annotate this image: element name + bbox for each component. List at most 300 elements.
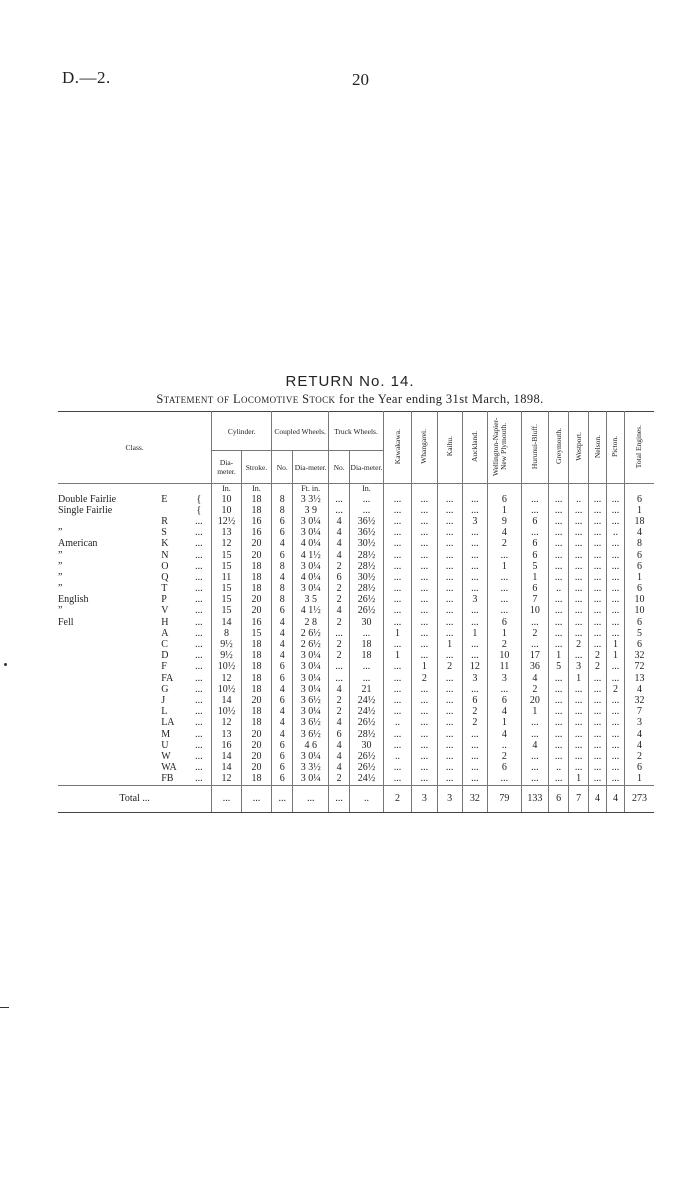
section-count: ...: [437, 707, 462, 718]
section-count: ...: [569, 718, 589, 729]
table-row: [58, 763, 654, 774]
class-letter: W: [161, 750, 171, 762]
class-letter: C: [161, 639, 168, 651]
table-row: [58, 707, 654, 718]
section-count: ...: [462, 539, 487, 550]
class-name: ”: [58, 605, 63, 617]
row-total: 2: [624, 751, 654, 762]
coupled-wheels-no: 8: [272, 595, 293, 606]
leader-dots: ...: [195, 672, 203, 684]
cylinder-stroke: 18: [241, 584, 272, 595]
section-count: 5: [521, 561, 548, 572]
section-count: 4: [521, 740, 548, 751]
coupled-wheels-no: 8: [272, 494, 293, 505]
section-count: ...: [437, 729, 462, 740]
coupled-wheels-diameter: 3 0¼: [293, 584, 329, 595]
section-count: ...: [549, 751, 569, 762]
coupled-wheels-diameter: 2 6½: [293, 628, 329, 639]
section-header: Whangarei.: [419, 429, 429, 464]
section-count: ...: [437, 628, 462, 639]
class-name: [58, 774, 161, 786]
class-letter: L: [161, 706, 168, 718]
coupled-wheels-no: 4: [272, 684, 293, 695]
total-blank: ...: [293, 785, 329, 812]
section-count: 3: [462, 516, 487, 527]
row-total: 10: [624, 595, 654, 606]
section-count: ...: [607, 763, 625, 774]
section-count: ...: [569, 729, 589, 740]
class-name: [58, 707, 161, 718]
section-count: 1: [488, 561, 522, 572]
cylinder-diameter: 14: [212, 751, 241, 762]
table-row: [58, 651, 654, 662]
cylinder-diameter: 10: [212, 494, 241, 505]
section-count: ...: [462, 684, 487, 695]
class-name: [58, 628, 161, 639]
section-header: Kawakawa.: [392, 428, 402, 465]
cylinder-stroke: 18: [241, 662, 272, 673]
section-count: 1: [462, 628, 487, 639]
section-count: 11: [488, 662, 522, 673]
section-header: Nelson.: [592, 434, 602, 459]
section-count: ...: [412, 729, 437, 740]
section-count: ...: [412, 539, 437, 550]
cylinder-stroke: 20: [241, 751, 272, 762]
table-body: [58, 484, 654, 786]
section-count: ...: [569, 505, 589, 516]
truck-wheels-diameter: 26½: [350, 595, 384, 606]
total-blank: ...: [272, 785, 293, 812]
section-count: ...: [549, 550, 569, 561]
cylinder-diameter: 10½: [212, 707, 241, 718]
section-count: 2: [607, 684, 625, 695]
section-count: ...: [607, 718, 625, 729]
table-row: [58, 528, 654, 539]
cylinder-stroke: 20: [241, 550, 272, 561]
section-count: ...: [383, 516, 411, 527]
section-count: ...: [383, 639, 411, 650]
class-name: ”: [58, 527, 63, 539]
section-count: ...: [607, 707, 625, 718]
cylinder-diameter-header: Dia-meter.: [212, 451, 241, 484]
section-count: ...: [607, 561, 625, 572]
table-row: [58, 751, 654, 762]
truck-wheels-no: 2: [329, 639, 350, 650]
section-count: ...: [383, 695, 411, 706]
cylinder-diameter: 10½: [212, 662, 241, 673]
section-count: ...: [549, 528, 569, 539]
row-total: 6: [624, 763, 654, 774]
truck-wheels-no: 2: [329, 595, 350, 606]
class-name: Double Fairlie: [58, 493, 117, 505]
section-count: ...: [569, 606, 589, 617]
section-count: ...: [607, 572, 625, 583]
row-total: 72: [624, 662, 654, 673]
section-count: ...: [462, 617, 487, 628]
truck-wheels-diameter: 26½: [350, 718, 384, 729]
section-count: ...: [412, 740, 437, 751]
truck-wheels-no: 4: [329, 684, 350, 695]
section-count: ...: [569, 751, 589, 762]
truck-wheels-no: 2: [329, 617, 350, 628]
section-count: ...: [569, 628, 589, 639]
section-count: ...: [462, 494, 487, 505]
class-letter: G: [161, 683, 169, 695]
coupled-wheels-diameter: 3 3½: [293, 494, 329, 505]
total-blank: ...: [241, 785, 272, 812]
leader-dots: ...: [195, 627, 203, 639]
coupled-wheels-no: 4: [272, 628, 293, 639]
section-count: ...: [521, 763, 548, 774]
coupled-wheels-diameter: 3 0¼: [293, 516, 329, 527]
section-count: ...: [488, 572, 522, 583]
section-count: ...: [589, 740, 607, 751]
section-total: 3: [412, 785, 437, 812]
return-subtitle: [0, 392, 700, 407]
section-count: ...: [488, 606, 522, 617]
section-count: ...: [383, 774, 411, 786]
table-row: [58, 561, 654, 572]
coupled-wheels-diameter: 4 6: [293, 740, 329, 751]
cylinder-diameter: 12: [212, 539, 241, 550]
leader-dots: ...: [195, 661, 203, 673]
section-count: 1: [607, 651, 625, 662]
cylinder-stroke: 18: [241, 718, 272, 729]
coupled-wheels-header: Coupled Wheels.: [272, 412, 329, 451]
section-count: 1: [488, 505, 522, 516]
coupled-wheels-no: 6: [272, 516, 293, 527]
section-count: 1: [488, 628, 522, 639]
row-total: 13: [624, 673, 654, 684]
section-count: ...: [569, 684, 589, 695]
page-number: 20: [352, 70, 369, 89]
section-count: ...: [383, 584, 411, 595]
cylinder-stroke: 18: [241, 505, 272, 516]
leader-dots: ...: [195, 538, 203, 550]
row-total: 8: [624, 539, 654, 550]
class-name: ”: [58, 583, 63, 595]
truck-wheels-no: 2: [329, 707, 350, 718]
truck-wheels-no: ...: [329, 673, 350, 684]
cylinder-diameter: 8: [212, 628, 241, 639]
section-count: ...: [412, 774, 437, 786]
class-name: Single Fairlie: [58, 504, 113, 516]
coupled-wheels-diameter: 3 0¼: [293, 751, 329, 762]
table-row: [58, 584, 654, 595]
section-count: ...: [589, 516, 607, 527]
section-count: 6: [488, 494, 522, 505]
section-count: 1: [488, 718, 522, 729]
section-count: ...: [549, 561, 569, 572]
coupled-wheels-no: 6: [272, 662, 293, 673]
section-count: ...: [549, 572, 569, 583]
section-count: ...: [462, 606, 487, 617]
coupled-no-header: No.: [272, 451, 293, 484]
section-count: 6: [521, 539, 548, 550]
row-total: 1: [624, 572, 654, 583]
section-count: ...: [589, 763, 607, 774]
section-count: ...: [437, 550, 462, 561]
coupled-wheels-no: 6: [272, 763, 293, 774]
class-name: [58, 516, 161, 527]
row-total: 4: [624, 684, 654, 695]
coupled-wheels-no: 6: [272, 673, 293, 684]
section-header: Wellington-Napier-New Plymouth.: [491, 417, 509, 476]
leader-dots: {: [196, 493, 202, 505]
truck-wheels-no: 2: [329, 695, 350, 706]
section-count: ...: [607, 628, 625, 639]
section-count: ...: [569, 740, 589, 751]
class-letter: P: [161, 594, 167, 606]
truck-wheels-header: Truck Wheels.: [329, 412, 384, 451]
section-count: ...: [412, 572, 437, 583]
section-header: Auckland.: [469, 430, 479, 463]
coupled-wheels-diameter: 3 0¼: [293, 651, 329, 662]
leader-dots: ...: [195, 728, 203, 740]
class-name: [58, 763, 161, 774]
cylinder-stroke: 16: [241, 516, 272, 527]
section-count: ...: [549, 539, 569, 550]
truck-wheels-no: 4: [329, 550, 350, 561]
leader-dots: ...: [195, 594, 203, 606]
coupled-wheels-no: 4: [272, 617, 293, 628]
section-count: ...: [549, 505, 569, 516]
grand-total: 273: [624, 785, 654, 812]
section-count: ...: [569, 617, 589, 628]
section-count: ...: [521, 751, 548, 762]
section-count: ...: [549, 516, 569, 527]
coupled-wheels-no: 4: [272, 539, 293, 550]
section-count: ...: [521, 718, 548, 729]
truck-wheels-diameter: 18: [350, 639, 384, 650]
section-count: ...: [589, 606, 607, 617]
section-count: ...: [437, 651, 462, 662]
unit-label: Ft. in.: [293, 484, 329, 495]
section-count: 2: [412, 673, 437, 684]
cylinder-diameter: 12: [212, 673, 241, 684]
truck-wheels-diameter: ...: [350, 494, 384, 505]
section-count: ...: [549, 740, 569, 751]
truck-wheels-diameter: 26½: [350, 763, 384, 774]
section-count: 2: [462, 707, 487, 718]
row-total: 10: [624, 606, 654, 617]
truck-wheels-diameter: 24½: [350, 707, 384, 718]
section-count: ...: [488, 550, 522, 561]
cylinder-stroke: 16: [241, 528, 272, 539]
truck-wheels-no: ...: [329, 628, 350, 639]
section-count: ...: [589, 707, 607, 718]
row-total: 6: [624, 617, 654, 628]
section-count: ...: [412, 494, 437, 505]
section-count: 1: [569, 774, 589, 786]
table-row: [58, 494, 654, 505]
coupled-wheels-diameter: 3 3½: [293, 763, 329, 774]
leader-dots: ...: [195, 739, 203, 751]
truck-wheels-no: 4: [329, 539, 350, 550]
section-total: 133: [521, 785, 548, 812]
section-count: ...: [412, 651, 437, 662]
class-letter: A: [161, 627, 169, 639]
section-count: ...: [412, 528, 437, 539]
unit-label: In.: [350, 484, 384, 495]
section-count: ...: [521, 729, 548, 740]
class-letter: K: [161, 538, 169, 550]
section-count: 1: [607, 639, 625, 650]
truck-wheels-no: ...: [329, 505, 350, 516]
section-count: ...: [589, 528, 607, 539]
section-count: ...: [569, 561, 589, 572]
class-name: [58, 673, 161, 684]
section-header: Hurunui-Bluff.: [529, 423, 539, 470]
truck-wheels-no: 6: [329, 572, 350, 583]
section-count: 10: [488, 651, 522, 662]
total-engines-header: Total Engines.: [634, 424, 644, 469]
locomotive-stock-table-wrapper: [58, 411, 654, 813]
section-total: 6: [549, 785, 569, 812]
subtitle-suffix: for the Year ending 31st March, 1898.: [338, 392, 544, 406]
cylinder-stroke: 18: [241, 494, 272, 505]
truck-wheels-diameter: 30½: [350, 572, 384, 583]
leader-dots: ...: [195, 515, 203, 527]
cylinder-diameter: 10: [212, 505, 241, 516]
coupled-wheels-diameter: 3 0¼: [293, 673, 329, 684]
section-count: ...: [412, 628, 437, 639]
coupled-wheels-diameter: 3 9: [293, 505, 329, 516]
section-count: ...: [488, 595, 522, 606]
section-count: 2: [488, 751, 522, 762]
cylinder-diameter: 15: [212, 595, 241, 606]
section-count: ...: [569, 595, 589, 606]
class-letter: F: [161, 661, 167, 673]
coupled-wheels-diameter: 2 8: [293, 617, 329, 628]
table-row: [58, 740, 654, 751]
page-reference: D.—2.: [62, 68, 111, 87]
row-total: 1: [624, 505, 654, 516]
table-row: [58, 606, 654, 617]
cylinder-diameter: 15: [212, 584, 241, 595]
section-count: ...: [607, 550, 625, 561]
section-count: ...: [589, 695, 607, 706]
coupled-wheels-diameter: 2 6½: [293, 639, 329, 650]
cylinder-diameter: 13: [212, 528, 241, 539]
coupled-wheels-diameter: 3 5: [293, 595, 329, 606]
section-count: ...: [412, 584, 437, 595]
section-count: 7: [521, 595, 548, 606]
section-count: ...: [549, 595, 569, 606]
section-count: ...: [549, 774, 569, 786]
coupled-wheels-diameter: 4 1½: [293, 606, 329, 617]
section-count: ...: [521, 639, 548, 650]
cylinder-stroke: 16: [241, 617, 272, 628]
section-count: ...: [462, 740, 487, 751]
section-count: ...: [383, 617, 411, 628]
section-count: 6: [488, 763, 522, 774]
total-blank: ...: [212, 785, 241, 812]
cylinder-diameter: 12: [212, 718, 241, 729]
section-count: ...: [589, 729, 607, 740]
table-row: [58, 684, 654, 695]
section-count: 4: [488, 707, 522, 718]
section-count: 3: [462, 595, 487, 606]
coupled-wheels-no: 4: [272, 639, 293, 650]
section-total: 79: [488, 785, 522, 812]
cylinder-diameter: 9½: [212, 639, 241, 650]
section-count: 1: [383, 628, 411, 639]
cylinder-diameter: 10½: [212, 684, 241, 695]
cylinder-stroke: 18: [241, 673, 272, 684]
section-count: ...: [589, 718, 607, 729]
section-count: ...: [607, 584, 625, 595]
section-count: ...: [589, 639, 607, 650]
class-letter: FB: [161, 773, 174, 785]
section-count: ...: [437, 606, 462, 617]
section-count: ...: [412, 695, 437, 706]
section-total: 4: [607, 785, 625, 812]
section-count: 17: [521, 651, 548, 662]
section-count: ...: [589, 684, 607, 695]
section-count: ...: [549, 673, 569, 684]
section-count: ...: [383, 561, 411, 572]
coupled-wheels-no: 4: [272, 729, 293, 740]
row-total: 4: [624, 740, 654, 751]
class-name: [58, 639, 161, 650]
class-letter: S: [161, 527, 167, 539]
cylinder-stroke: 20: [241, 595, 272, 606]
truck-wheels-no: 4: [329, 763, 350, 774]
section-count: ...: [521, 528, 548, 539]
class-letter: J: [161, 694, 166, 706]
class-name: ”: [58, 549, 63, 561]
section-count: 1: [549, 651, 569, 662]
coupled-wheels-diameter: 3 0¼: [293, 684, 329, 695]
section-count: 2: [589, 662, 607, 673]
section-count: 6: [521, 550, 548, 561]
coupled-wheels-diameter: 3 0¼: [293, 707, 329, 718]
row-total: 1: [624, 774, 654, 786]
cylinder-stroke: 18: [241, 651, 272, 662]
section-count: ...: [521, 774, 548, 786]
section-count: ...: [383, 572, 411, 583]
section-count: 1: [437, 639, 462, 650]
section-count: ...: [412, 751, 437, 762]
section-count: ...: [383, 539, 411, 550]
leader-dots: ...: [195, 650, 203, 662]
class-letter: WA: [161, 762, 177, 774]
coupled-wheels-diameter: 3 0¼: [293, 662, 329, 673]
truck-wheels-no: 6: [329, 729, 350, 740]
return-title: RETURN No. 14.: [285, 373, 415, 390]
class-name: [58, 662, 161, 673]
leader-dots: {: [196, 504, 202, 516]
section-count: ...: [383, 763, 411, 774]
cylinder-stroke: 18: [241, 774, 272, 786]
section-count: ..: [383, 718, 411, 729]
leader-dots: ...: [195, 706, 203, 718]
section-count: 5: [549, 662, 569, 673]
cylinder-diameter: 14: [212, 617, 241, 628]
section-count: 4: [521, 673, 548, 684]
row-total: 6: [624, 494, 654, 505]
coupled-wheels-no: 6: [272, 606, 293, 617]
cylinder-stroke: 20: [241, 763, 272, 774]
section-count: ...: [607, 494, 625, 505]
section-count: ...: [412, 505, 437, 516]
section-count: ...: [383, 740, 411, 751]
row-total: 6: [624, 561, 654, 572]
section-count: ...: [549, 617, 569, 628]
class-letter: U: [161, 739, 169, 751]
section-count: ...: [462, 550, 487, 561]
